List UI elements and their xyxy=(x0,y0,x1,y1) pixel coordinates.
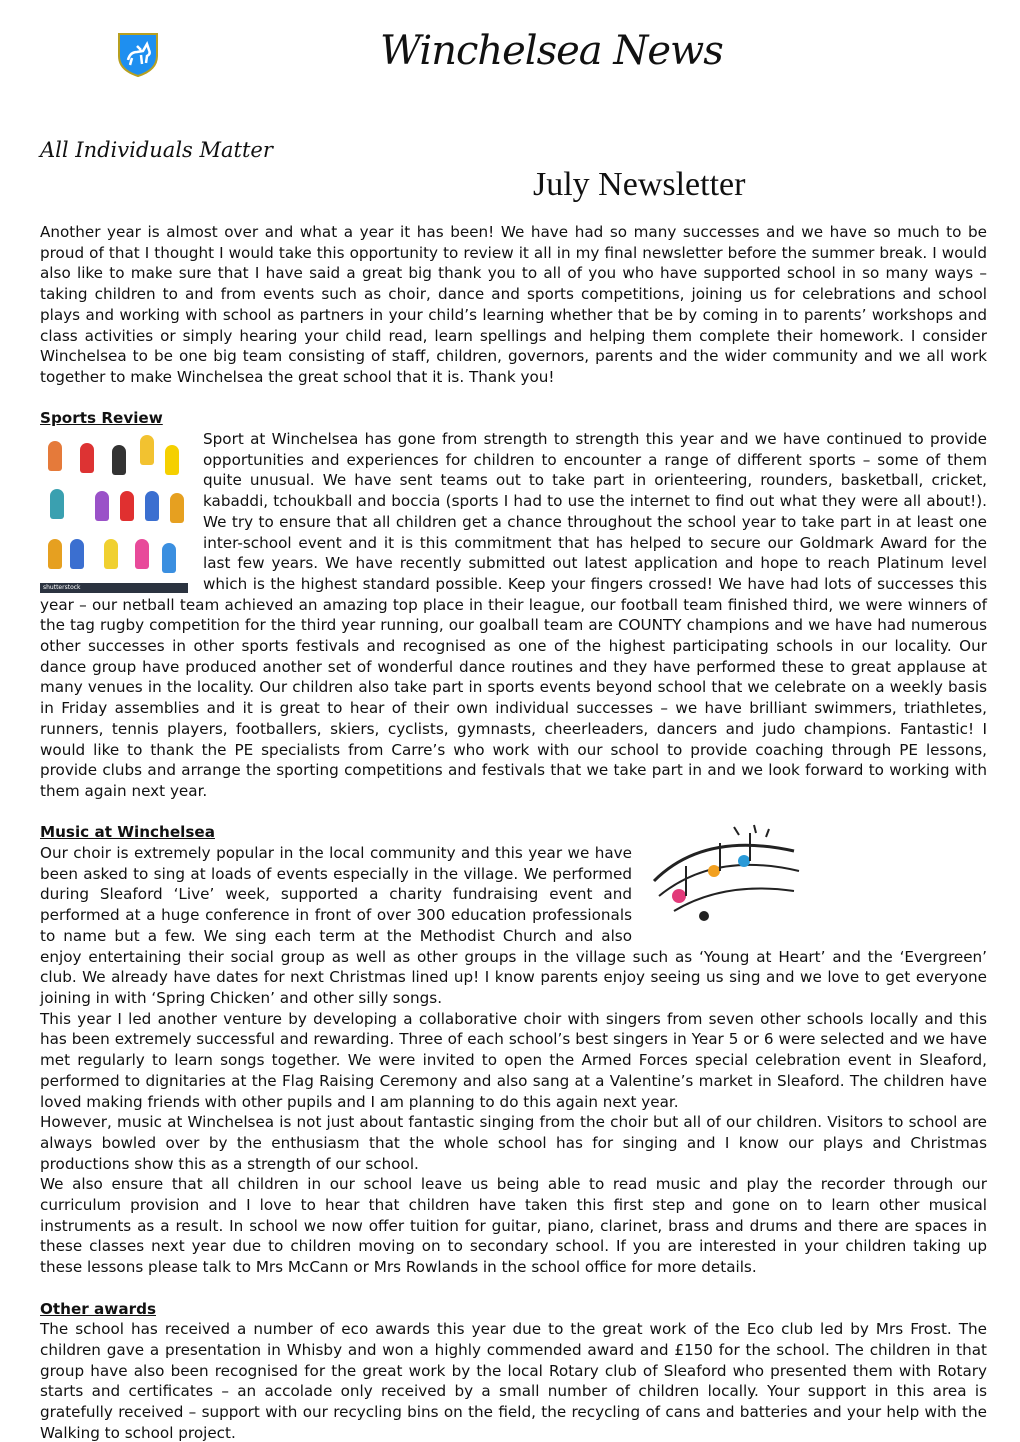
music-paragraph: We also ensure that all children in our school leave us being able to read music and play the recorder through our curriculum provision and I love to hear that children have taken this first step and gone on to learn other musical instruments as a result. In school we now offer tuition for guitar, piano, clarinet, brass and drums and there are spaces in these classes next year due to children moving on to secondary school. If you are interested in your children taking up these lessons please talk to Mrs McCann or Mrs Rowlands in the school office for more details. xyxy=(40,1175,987,1277)
sports-children-image xyxy=(40,431,188,593)
page-title: July Newsletter xyxy=(533,166,746,203)
school-motto: All Individuals Matter xyxy=(40,138,273,162)
music-paragraph: This year I led another venture by developing a collaborative choir with singers from seven other schools locally and this has been extremely successful and rewarding. Three of each school’s best singers in Year 5 or 6 were selected and we have met regularly to learn songs together. We were invited to open the Armed Forces special celebration event in Sleaford, performed to dignitaries at the Flag Raising Ceremony and also sang at a Valentine’s market in Sleaford. The children have loved making friends with other pupils and I am planning to do this again next year. xyxy=(40,1009,987,1111)
awards-paragraph: The school has received a number of eco awards this year due to the great work of the Eco club led by Mrs Frost. The children gave a presentation in Whisby and won a highly commended award and £150 for the school. The children in that group have also been recognised for the great work by the local Rotary club of Sleaford who presented them with Rotary starts and certificates – an accolade only received by a small number of children locally. Your support in this area is gratefully received – support with our recycling bins on the field, the recycling of cans and batteries and your help with the Walking to school project. xyxy=(40,1320,987,1442)
music-paragraph: However, music at Winchelsea is not just about fantastic singing from the choir but all of our children. Visitors to school are always bowled over by the enthusiasm that the whole school has for singing and I know our plays and Christmas productions show this as a strength of our school. xyxy=(40,1113,987,1173)
awards-heading: Other awards xyxy=(40,1299,156,1318)
newsletter-body xyxy=(40,222,987,1442)
intro-paragraph: Another year is almost over and what a year it has been! We have had so many successes and we have so much to be proud of that I thought I would take this opportunity to review it all in my final newsletter before the summer break. I would also like to make sure that I have said a great big thank you to all of you who have supported school in so many ways – taking children to and from events such as choir, dance and sports competitions, joining us for celebrations and school plays and working with school as partners in your child’s learning whether that be by coming in to parents’ workshops and class activities or simply hearing your child read, learn spellings and helping them complete their homework. I consider Winchelsea to be one big team consisting of staff, children, governors, parents and the wider community and we all work together to make Winchelsea the great school that it is. Thank you! xyxy=(40,223,987,386)
music-paragraph: Our choir is extremely popular in the local community and this year we have been asked to sing at loads of events especially in the village. We performed during Sleaford ‘Live’ week, supported a charity fundraising event and performed at a huge conference in front of over 300 education professionals to name but a few. We sing each term at the Methodist Church and also enjoy entertaining their social group as well as other groups in the village such as ‘Young at Heart’ and the ‘Evergreen’ club. We already have dates for next Christmas lined up! I know parents enjoy seeing us sing and we love to get everyone joining in with ‘Spring Chicken’ and other silly songs. xyxy=(40,844,987,1007)
sports-paragraph: Sport at Winchelsea has gone from strength to strength this year and we have continued to provide opportunities and experiences for children to encounter a range of different sports – some of them quite unusual. We have sent teams out to take part in orienteering, rounders, basketball, cricket, kabaddi, tchoukball and boccia (sports I had to use the internet to find out what they were all about!). We try to ensure that all children get a chance throughout the school year to take part in at least one inter-school event and it is this commitment that has helped to secure our Goldmark Award for the last few years. We have recently submitted out latest application and hope to reach Platinum level which is the highest standard possible. Keep your fingers crossed! We have had lots of successes this year – our netball team achieved an amazing top place in their league, our football team finished third, we were winners of the tag rugby competition for the third year running, our goalball team are COUNTY champions and we have had numerous other successes in other sports festivals and recognised as one of the highest participating schools in our locality. Our dance group have produced another set of wonderful dance routines and they have performed these to great applause at many venues in the locality. Our children also take part in sports events beyond school that we celebrate on a weekly basis in Friday assemblies and it is great to hear of their own individual successes – we have brilliant swimmers, triathletes, runners, tennis players, footballers, skiers, cyclists, gymnasts, cheerleaders, dancers and judo champions. Fantastic! I would like to thank the PE specialists from Carre’s who work with our school to provide coaching through PE lessons, provide clubs and arrange the sporting competitions and festivals that we take part in and we look forward to working with them again next year. xyxy=(40,430,987,800)
masthead: Winchelsea News xyxy=(380,28,723,74)
sports-heading: Sports Review xyxy=(40,409,163,428)
image-caption: shutterstock xyxy=(40,583,188,593)
music-notes-image xyxy=(644,821,809,933)
school-crest-logo xyxy=(117,32,159,78)
music-heading: Music at Winchelsea xyxy=(40,823,215,842)
